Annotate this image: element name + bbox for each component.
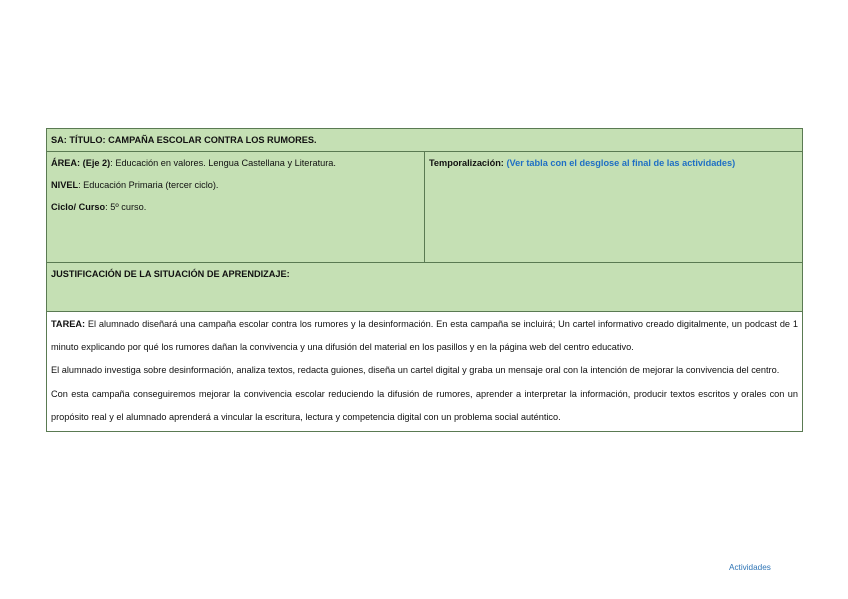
ciclo-value: : 5º curso. <box>105 202 147 212</box>
temporalizacion-line <box>429 152 798 174</box>
tarea-paragraph-3: Con esta campaña conseguiremos mejorar la convivencia escolar reduciendo la difusión de rumores, aprender a interpretar la información, producir textos escritos y orales con un propósito real y el alumnado aprenderá a vincular la escritura, lectura y competencia digital con un problema social auténtico. <box>51 388 798 422</box>
tarea-cell <box>47 312 803 432</box>
temporalizacion-cell <box>425 152 803 263</box>
info-row <box>47 152 803 263</box>
temporalizacion-value: (Ver tabla con el desglose al final de las actividades) <box>506 158 736 168</box>
sa-title: SA: TÍTULO: CAMPAÑA ESCOLAR CONTRA LOS RUMORES. <box>47 129 803 152</box>
tarea-paragraph-1 <box>51 313 798 359</box>
tarea-text-1: El alumnado diseñará una campaña escolar contra los rumores y la desinformación. En esta campaña se incluirá; Un cartel informativo creado digitalmente, un podcast de 1 minuto explicando por qué los rumores dañan la convivencia y una difusión del material en los pasillos y en la página web del centro educativo. <box>51 319 798 353</box>
ciclo-label: Ciclo/ Curso <box>51 202 106 212</box>
actividades-link[interactable]: Actividades <box>729 563 771 572</box>
ciclo-line <box>51 196 420 218</box>
nivel-value: : Educación Primaria (tercer ciclo). <box>78 180 219 190</box>
area-cell <box>47 152 425 263</box>
area-line <box>51 152 420 174</box>
tarea-row <box>47 312 803 432</box>
learning-situation-table <box>46 128 803 432</box>
area-value: : Educación en valores. Lengua Castellana y Literatura. <box>110 158 336 168</box>
area-label: ÁREA: (Eje 2) <box>51 158 111 168</box>
justificacion-row <box>47 263 803 312</box>
title-row <box>47 129 803 152</box>
justificacion-heading: JUSTIFICACIÓN DE LA SITUACIÓN DE APRENDIZAJE: <box>47 263 803 312</box>
tarea-label: TAREA: <box>51 319 88 329</box>
nivel-label: NIVEL <box>51 180 79 190</box>
nivel-line <box>51 174 420 196</box>
tarea-paragraph-2: El alumnado investiga sobre desinformación, analiza textos, redacta guiones, diseña un cartel digital y graba un mensaje oral con la intención de mejorar la convivencia del centro. <box>51 365 780 376</box>
temporalizacion-label: Temporalización: <box>429 158 507 168</box>
